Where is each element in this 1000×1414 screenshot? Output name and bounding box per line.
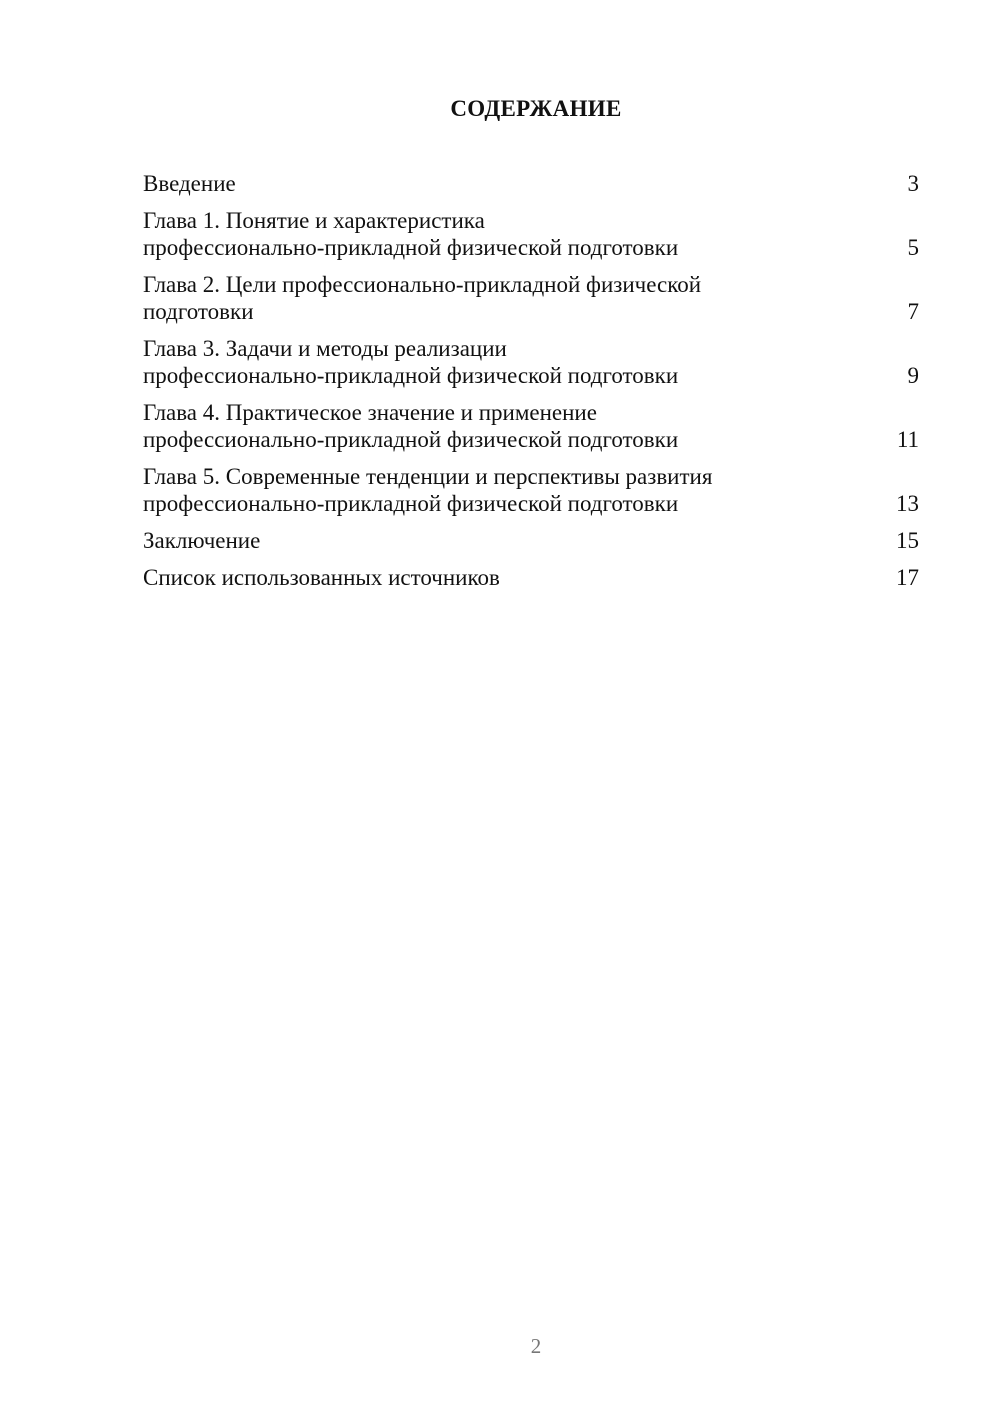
toc-item-label-line-2: профессионально-прикладной физической подготовки — [143, 235, 679, 260]
toc-item-label-line-1: Глава 4. Практическое значение и применение — [143, 400, 597, 425]
toc-item-label: Заключение — [143, 528, 261, 553]
toc-item-page: 7 — [907, 299, 919, 324]
toc-item-label-line-1: Глава 2. Цели профессионально-прикладной физической — [143, 272, 702, 297]
toc-item-chapter-5[interactable] — [143, 463, 919, 517]
toc-item-page: 11 — [896, 427, 919, 452]
toc-item-page: 15 — [896, 528, 919, 553]
toc-item-chapter-3[interactable] — [143, 335, 919, 389]
page-number: 2 — [530, 1334, 542, 1358]
toc-item-page: 13 — [896, 491, 919, 516]
toc-item-page: 9 — [907, 363, 919, 388]
toc-item-page: 3 — [907, 171, 919, 196]
toc-item-chapter-1[interactable] — [143, 207, 919, 261]
toc-item-label-line-1: Глава 1. Понятие и характеристика — [143, 208, 485, 233]
toc-item-page: 5 — [907, 235, 919, 260]
toc-item-label: Список использованных источников — [143, 565, 500, 590]
toc-item-references[interactable] — [143, 564, 919, 591]
toc-item-chapter-4[interactable] — [143, 399, 919, 453]
toc-item-label-line-2: профессионально-прикладной физической подготовки — [143, 491, 679, 516]
toc-item-label-line-1: Глава 3. Задачи и методы реализации — [143, 336, 507, 361]
toc-item-label: Введение — [143, 171, 236, 196]
toc-item-conclusion[interactable] — [143, 527, 919, 554]
toc-item-label-line-2: профессионально-прикладной физической подготовки — [143, 427, 679, 452]
page-title: СОДЕРЖАНИЕ — [450, 96, 622, 121]
toc-item-page: 17 — [896, 565, 919, 590]
table-of-contents — [143, 170, 919, 601]
toc-item-label-line-1: Глава 5. Современные тенденции и перспективы развития — [143, 464, 713, 489]
toc-item-introduction[interactable] — [143, 170, 919, 197]
toc-item-label-line-2: подготовки — [143, 299, 254, 324]
toc-item-chapter-2[interactable] — [143, 271, 919, 325]
toc-item-label-line-2: профессионально-прикладной физической подготовки — [143, 363, 679, 388]
